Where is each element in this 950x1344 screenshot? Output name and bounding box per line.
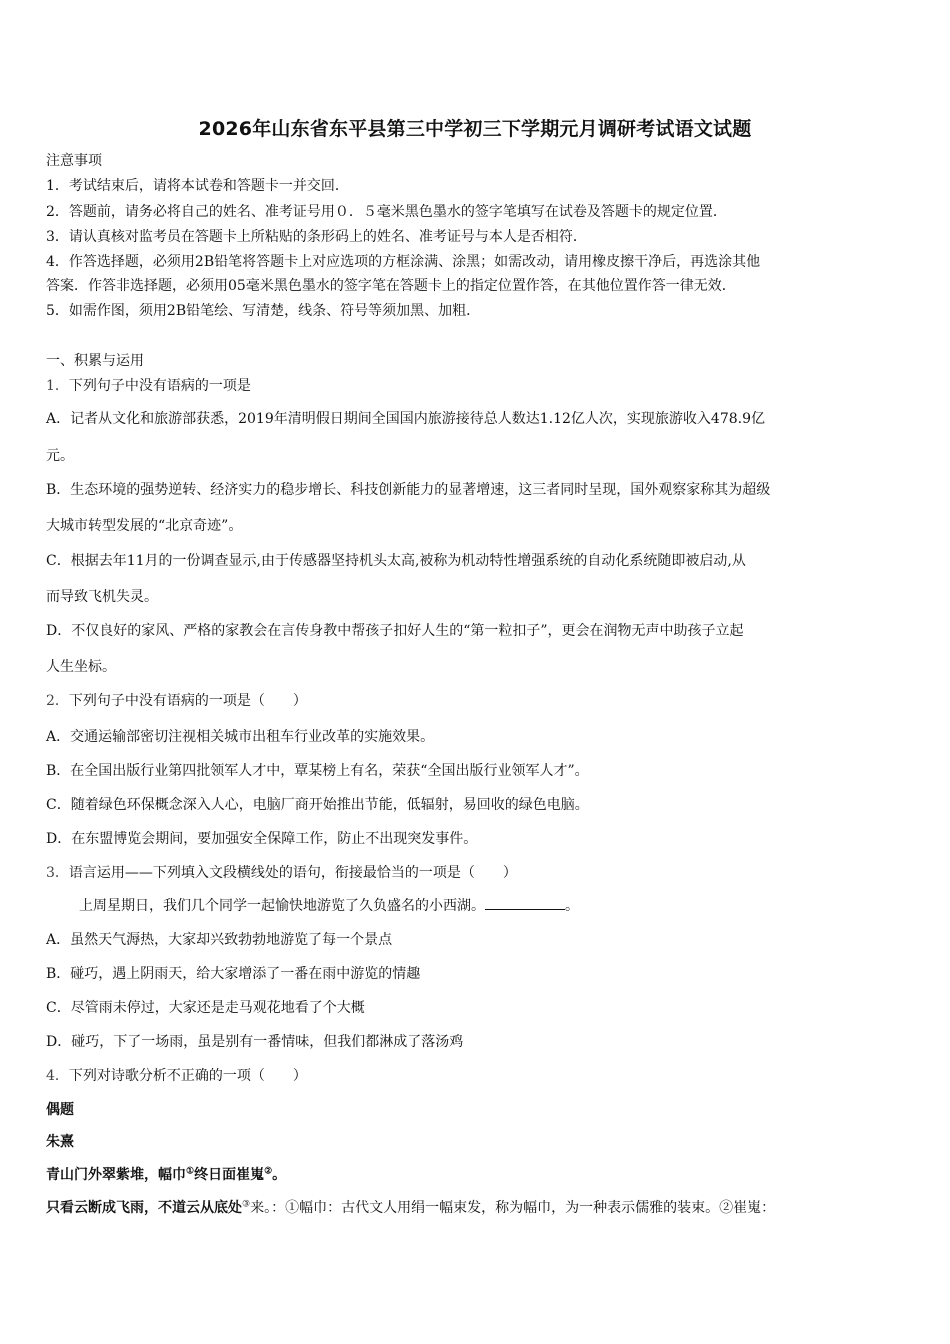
option-b-line1: B．生态环境的强势逆转、经济实力的稳步增长、科技创新能力的显著增速，这三者同时呈现，国外观察家称其为超级 xyxy=(46,482,771,498)
notice-item: 3．请认真核对监考员在答题卡上所粘贴的条形码上的姓名、准考证号与本人是否相符． xyxy=(46,229,587,245)
footnote-marker: ① xyxy=(186,1166,195,1177)
notice-item: 1．考试结束后，请将本试卷和答题卡一并交回． xyxy=(46,178,349,194)
notice-item: 2．答题前，请务必将自己的姓名、准考证号用０．５毫米黑色墨水的签字笔填写在试卷及答题卡的规定位置． xyxy=(46,204,727,220)
option-c-line1: C．根据去年11月的一份调查显示,由于传感器坚持机头太高,被称为机动特性增强系统的自动化系统随即被启动,从 xyxy=(46,553,746,569)
option-c: C．尽管雨未停过，大家还是走马观花地看了个大概 xyxy=(46,1000,365,1016)
question-stem: 下列对诗歌分析不正确的一项（ ） xyxy=(68,1068,307,1084)
poem-line-2-and-notes: 只看云断成飞雨，不道云从底处③来。：①幅巾：古代文人用绢一幅束发，称为幅巾，为一种表示儒雅的装束。②崔嵬： xyxy=(46,1199,776,1216)
option-c: C．随着绿色环保概念深入人心，电脑厂商开始推出节能，低辐射，易回收的绿色电脑。 xyxy=(46,797,589,813)
question-number: 2． xyxy=(46,693,69,709)
option-a: A．虽然天气溽热，大家却兴致勃勃地游览了每一个景点 xyxy=(46,932,393,948)
option-b: B．在全国出版行业第四批领军人才中，覃某榜上有名，荣获“全国出版行业领军人才”。 xyxy=(46,763,589,779)
option-b: B．碰巧，遇上阴雨天，给大家增添了一番在雨中游览的情趣 xyxy=(46,966,421,982)
option-a-line2: 元。 xyxy=(46,448,74,464)
poem-line-1: 青山门外翠紫堆，幅巾①终日面崔嵬②。 xyxy=(46,1166,287,1183)
notice-item: 5．如需作图，须用2B铅笔绘、写清楚，线条、符号等须加黑、加粗． xyxy=(46,303,481,319)
poem-title: 偶题 xyxy=(46,1102,74,1118)
question-3 xyxy=(46,864,517,882)
page-title: 2026年山东省东平县第三中学初三下学期元月调研考试语文试题 xyxy=(198,118,752,140)
notice-heading: 注意事项 xyxy=(46,153,102,169)
option-d-line2: 人生坐标。 xyxy=(46,659,116,675)
notice-item: 答案．作答非选择题，必须用05毫米黑色墨水的签字笔在答题卡上的指定位置作答，在其他位置作答一律无效． xyxy=(46,278,736,294)
question-2 xyxy=(46,692,307,710)
option-d-line1: D．不仅良好的家风、严格的家教会在言传身教中帮孩子扣好人生的“第一粒扣子”，更会在润物无声中助孩子立起 xyxy=(46,623,744,639)
footnote-marker: ② xyxy=(264,1166,273,1177)
poem-author: 朱熹 xyxy=(46,1134,74,1150)
passage xyxy=(79,897,579,915)
question-4 xyxy=(46,1067,307,1085)
option-d: D．碰巧，下了一场雨，虽是别有一番情味，但我们都淋成了落汤鸡 xyxy=(46,1034,464,1050)
question-number: 1． xyxy=(46,378,69,394)
question-stem: 语言运用——下列填入文段横线处的语句，衔接最恰当的一项是（ ） xyxy=(68,865,517,881)
option-a-line1: A．记者从文化和旅游部获悉，2019年清明假日期间全国国内旅游接待总人数达1.12亿人次，实现旅游收入478.9亿 xyxy=(46,411,765,427)
passage-text: 上周星期日，我们几个同学一起愉快地游览了久负盛名的小西湖。 xyxy=(79,898,485,914)
option-a: A．交通运输部密切注视相关城市出租车行业改革的实施效果。 xyxy=(46,729,435,745)
question-stem: 下列句子中没有语病的一项是 xyxy=(68,378,251,394)
option-c-line2: 而导致飞机失灵。 xyxy=(46,589,158,605)
option-b-line2: 大城市转型发展的“北京奇迹”。 xyxy=(46,518,243,534)
fill-blank xyxy=(485,897,565,910)
question-number: 4． xyxy=(46,1068,69,1084)
question-number: 3． xyxy=(46,865,69,881)
option-d: D．在东盟博览会期间，要加强安全保障工作，防止不出现突发事件。 xyxy=(46,831,478,847)
section-heading: 一、积累与运用 xyxy=(46,353,144,369)
question-stem: 下列句子中没有语病的一项是（ ） xyxy=(68,693,307,709)
passage-end: 。 xyxy=(565,898,579,914)
footnote-marker: ③ xyxy=(242,1199,251,1210)
notice-item: 4．作答选择题，必须用2B铅笔将答题卡上对应选项的方框涂满、涂黑；如需改动，请用橡皮擦干净后，再选涂其他 xyxy=(46,254,761,270)
question-1 xyxy=(46,377,251,395)
